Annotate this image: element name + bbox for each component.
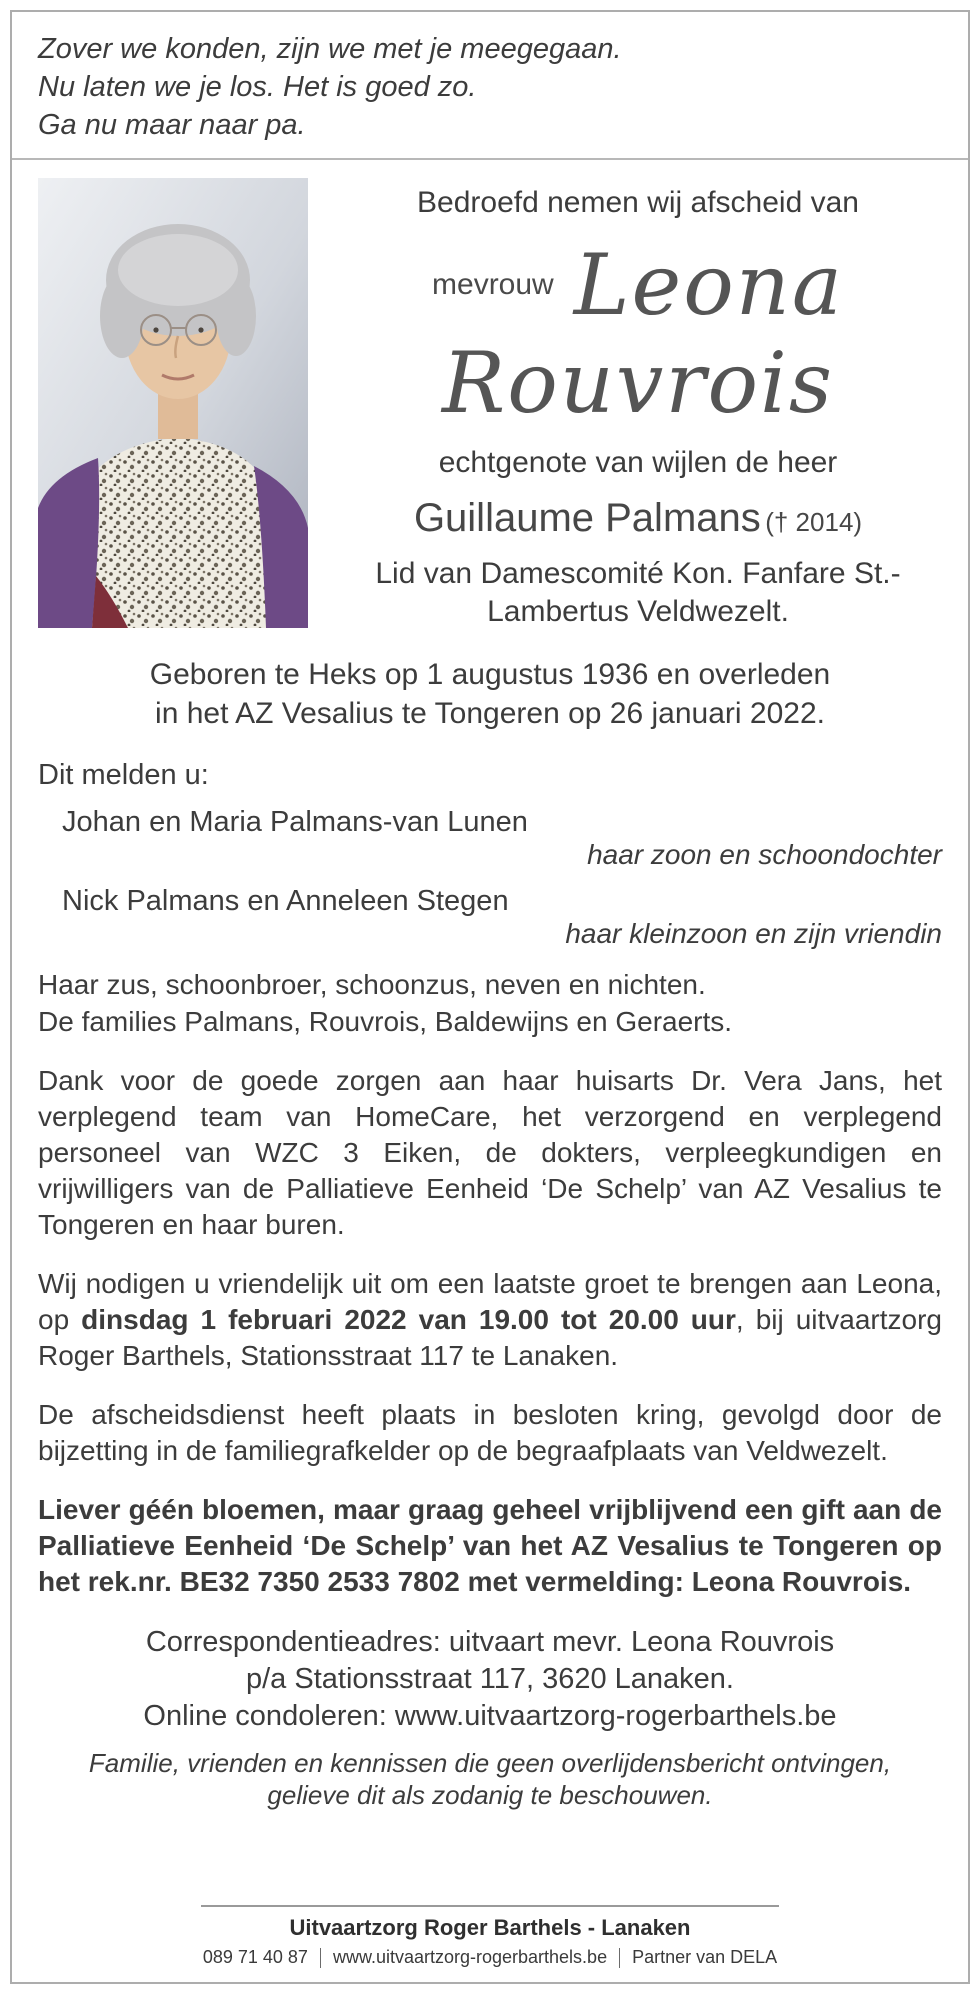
- footer-separator: [619, 1948, 620, 1968]
- visitation-datetime: dinsdag 1 februari 2022 van 19.00 tot 20.00 uur: [81, 1304, 736, 1335]
- thanks-paragraph: Dank voor de goede zorgen aan haar huisarts Dr. Vera Jans, het verplegend team van HomeCare, het verzorgend en verplegend personeel van WZC 3 Eiken, de dokters, verpleegkundigen en vrijwilligers van de Palliatieve Eenheid ‘De Schelp’ van AZ Vesalius te Tongeren en haar buren.: [38, 1065, 942, 1240]
- spouse-death-year: († 2014): [765, 507, 863, 537]
- name-line: [334, 236, 942, 334]
- family-entry-names: Nick Palmans en Anneleen Stegen: [62, 885, 509, 917]
- spouse-intro: echtgenote van wijlen de heer: [438, 446, 838, 479]
- epigraph: [38, 30, 942, 144]
- farewell-intro: Bedroefd nemen wij afscheid van: [417, 186, 859, 219]
- last-name: Rouvrois: [441, 334, 835, 432]
- footer-contact-line: [38, 1947, 942, 1968]
- service-paragraph: De afscheidsdienst heeft plaats in besloten kring, gevolgd door de bijzetting in de familiegrafkelder op de begraafplaats van Veldwezelt.: [38, 1399, 942, 1466]
- footer-divider: [201, 1905, 780, 1907]
- announcement-heading: Dit melden u:: [38, 759, 209, 791]
- funeral-home-footer: [38, 1905, 942, 1968]
- family-entry: [38, 885, 942, 950]
- page-frame: [10, 10, 970, 1984]
- footer-website: www.uitvaartzorg-rogerbarthels.be: [332, 1947, 608, 1967]
- membership-note: Lid van Damescomité Kon. Fanfare St.-Lambertus Veldwezelt.: [375, 557, 901, 628]
- life-dates-line-2: in het AZ Vesalius te Tongeren op 26 januari 2022.: [155, 697, 825, 730]
- footer-partner: Partner van DELA: [632, 1947, 778, 1967]
- deceased-header: [334, 178, 942, 631]
- notice-line-2: gelieve dit als zodanig te beschouwen.: [267, 1780, 713, 1810]
- title-prefix: mevrouw: [432, 268, 554, 301]
- family-entry-relation: haar zoon en schoondochter: [587, 839, 942, 870]
- epigraph-line-2: Nu laten we je los. Het is goed zo.: [38, 71, 477, 103]
- correspondence-line-1: Correspondentieadres: uitvaart mevr. Leona Rouvrois: [145, 1626, 835, 1658]
- family-entry-relation: haar kleinzoon en zijn vriendin: [565, 918, 942, 949]
- epigraph-line-1: Zover we konden, zijn we met je meegegaan.: [38, 33, 622, 65]
- footer-company-name: Uitvaartzorg Roger Barthels - Lanaken: [289, 1915, 691, 1940]
- portrait-photo: [38, 178, 308, 628]
- relatives-line-1: Haar zus, schoonbroer, schoonzus, neven en nichten.: [38, 969, 706, 1000]
- spouse-name: Guillaume Palmans: [413, 496, 761, 540]
- donation-paragraph: Liever géén bloemen, maar graag geheel vrijblijvend een gift aan de Palliatieve Eenheid ‘De Schelp’ van het AZ Vesalius te Tongeren op het rek.nr. BE32 7350 2533 7802 met vermelding: Leona Rouvrois.: [38, 1494, 942, 1597]
- portrait-illustration: [38, 178, 308, 628]
- correspondence-line-2: p/a Stationsstraat 117, 3620 Lanaken.: [246, 1663, 734, 1695]
- footer-phone: 089 71 40 87: [202, 1947, 308, 1967]
- visitation-prefix: Wij nodigen u vriendelijk uit om een laatste groet te brengen aan Leona, op: [38, 1268, 942, 1335]
- correspondence-line-3: Online condoleren: www.uitvaartzorg-rogerbarthels.be: [143, 1700, 837, 1732]
- family-entry: [38, 806, 942, 871]
- spouse-line: [334, 496, 942, 541]
- epigraph-line-3: Ga nu maar naar pa.: [38, 109, 306, 141]
- notice-line-1: Familie, vrienden en kennissen die geen overlijdensbericht ontvingen,: [88, 1748, 892, 1778]
- first-name: Leona: [573, 236, 844, 334]
- visitation-suffix: , bij uitvaartzorg Roger Barthels, Stationsstraat 117 te Lanaken.: [38, 1304, 943, 1371]
- header-section: [38, 178, 942, 631]
- notice-section: [38, 1747, 942, 1811]
- top-divider: [12, 158, 968, 160]
- life-dates: [38, 655, 942, 733]
- correspondence-section: [38, 1624, 942, 1735]
- announcement-section: [38, 733, 942, 1040]
- footer-separator: [320, 1948, 321, 1968]
- relatives-lines: [38, 966, 942, 1040]
- life-dates-line-1: Geboren te Heks op 1 augustus 1936 en overleden: [149, 658, 831, 691]
- visitation-paragraph: [38, 1266, 942, 1374]
- family-entry-names: Johan en Maria Palmans-van Lunen: [62, 806, 528, 838]
- relatives-line-2: De families Palmans, Rouvrois, Baldewijns en Geraerts.: [38, 1006, 733, 1037]
